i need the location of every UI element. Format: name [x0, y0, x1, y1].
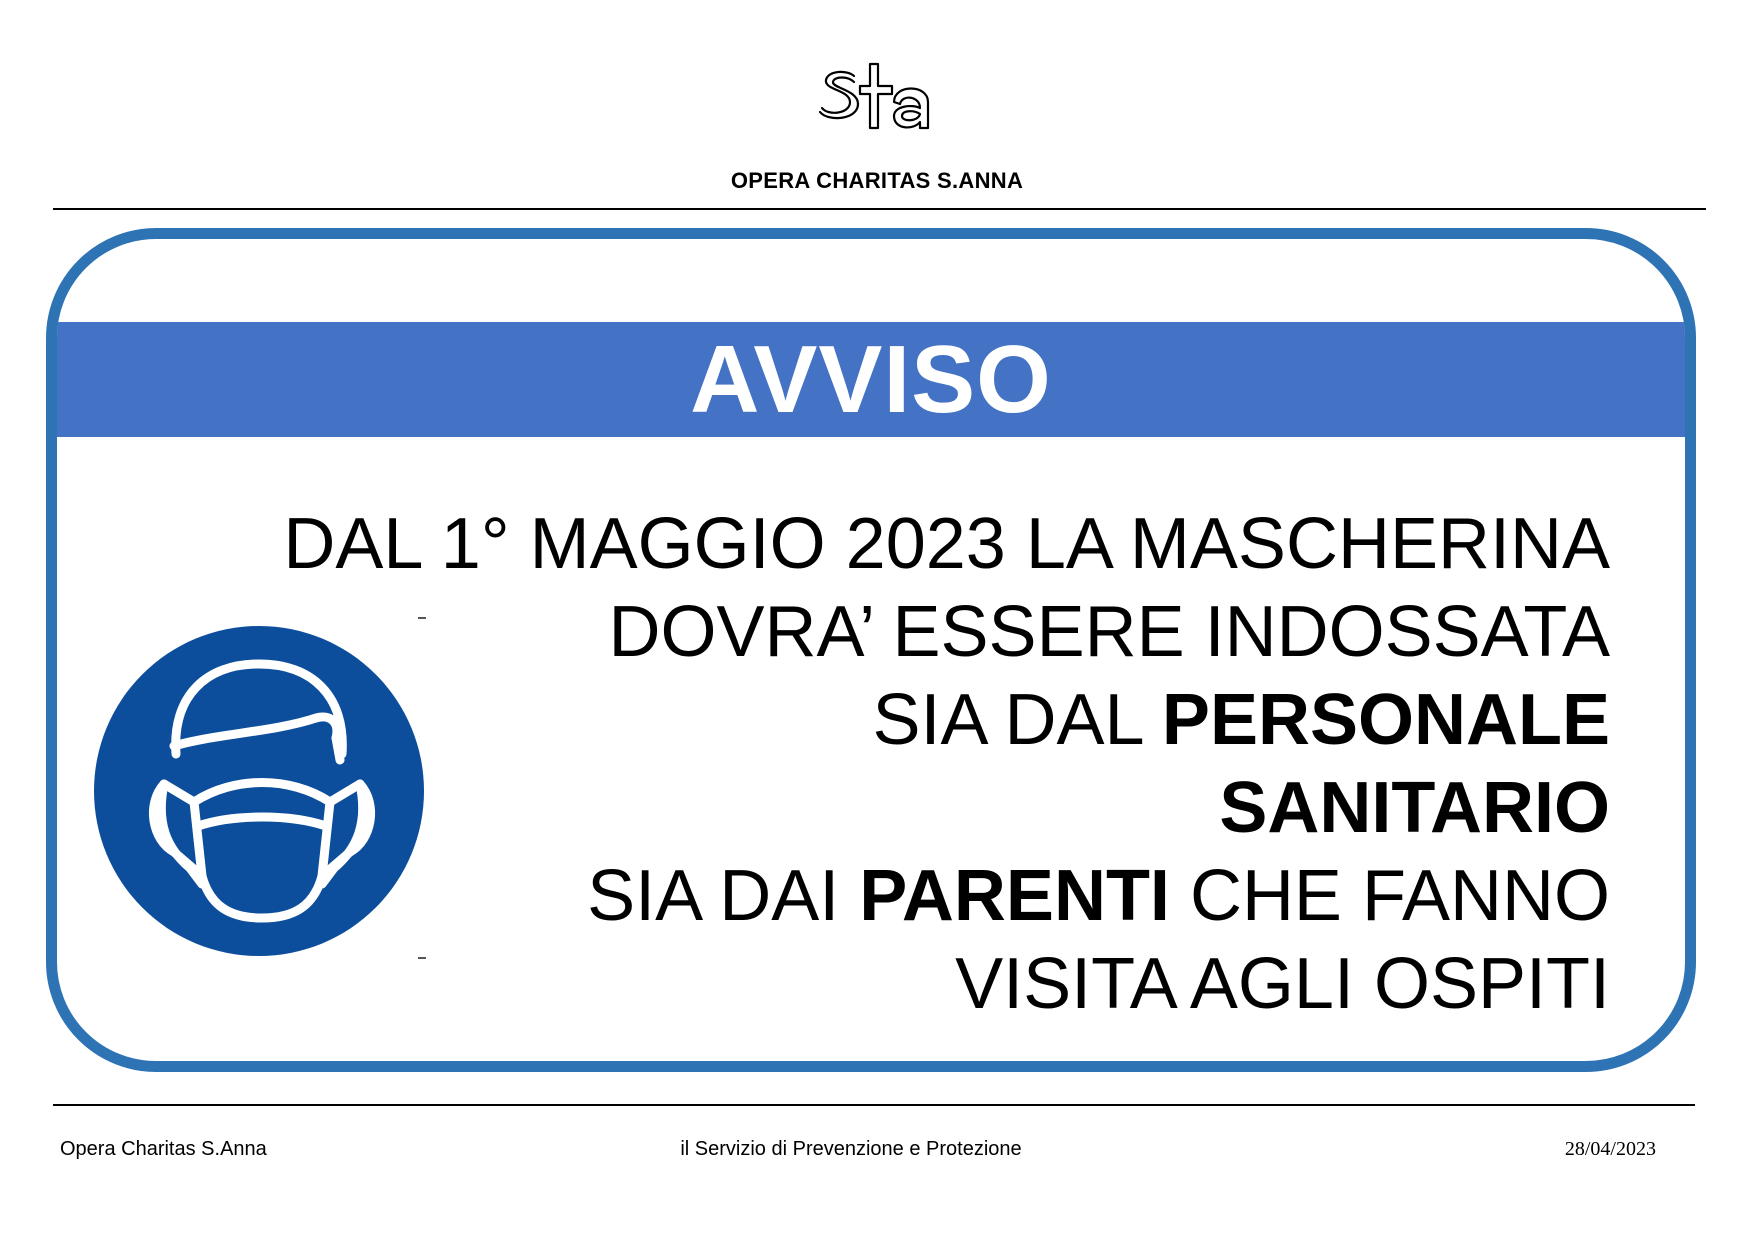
message-text: VISITA AGLI OSPITI: [955, 944, 1610, 1024]
message-text: DOVRA’ ESSERE INDOSSATA: [608, 592, 1610, 672]
message-line-5: [210, 852, 1610, 940]
message-emphasis: SANITARIO: [1219, 768, 1610, 848]
message-line-4: [210, 764, 1610, 852]
notice-message: [210, 500, 1610, 1028]
notice-title: AVVISO: [690, 326, 1052, 433]
message-line-3: [210, 676, 1610, 764]
header-divider: [53, 208, 1706, 210]
organization-header: OPERA CHARITAS S.ANNA: [730, 168, 1024, 193]
message-text: CHE FANNO: [1169, 856, 1610, 936]
footer-divider: [53, 1104, 1695, 1106]
message-text: DAL 1° MAGGIO 2023 LA MASCHERINA: [283, 504, 1610, 584]
footer-date: 28/04/2023: [1564, 1138, 1656, 1160]
message-text: SIA DAI: [587, 856, 860, 936]
message-emphasis: PERSONALE: [1161, 680, 1610, 760]
message-text: SIA DAL: [872, 680, 1162, 760]
footer-department: il Servizio di Prevenzione e Protezione: [680, 1138, 1022, 1160]
footer-organization: Opera Charitas S.Anna: [60, 1138, 267, 1160]
message-line-2: [210, 588, 1610, 676]
title-band: [57, 322, 1685, 437]
message-line-6: [210, 940, 1610, 1028]
sta-monogram-icon: [818, 62, 942, 140]
message-emphasis: PARENTI: [859, 856, 1170, 936]
message-line-1: [210, 500, 1610, 588]
